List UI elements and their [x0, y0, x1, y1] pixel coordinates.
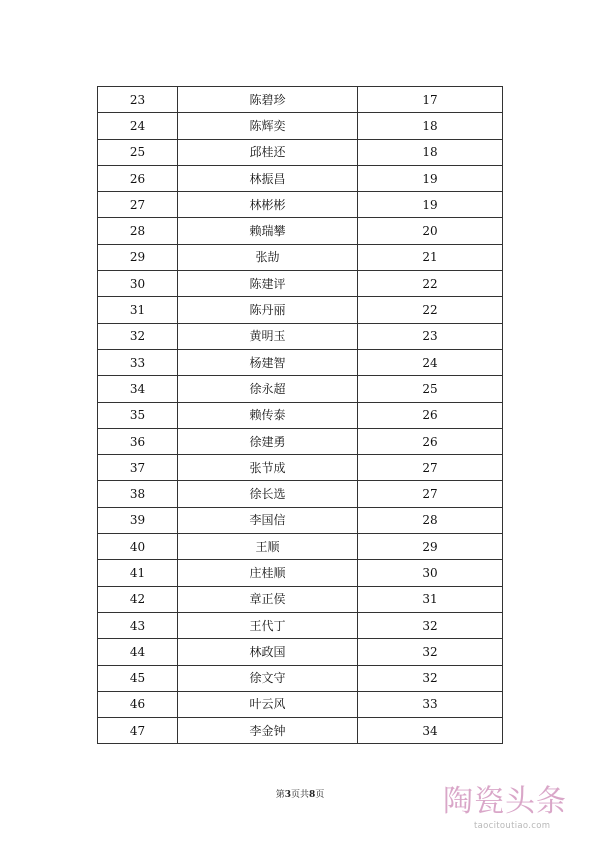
row-number-cell: 31 [98, 297, 178, 323]
table-row [98, 639, 503, 665]
group-number-cell: 17 [358, 87, 503, 113]
table-row [98, 534, 503, 560]
table-row [98, 139, 503, 165]
footer-current-page: 3 [284, 790, 291, 800]
table-row [98, 507, 503, 533]
row-number-cell: 29 [98, 244, 178, 270]
group-number-cell: 22 [358, 297, 503, 323]
table-row [98, 218, 503, 244]
table-row [98, 192, 503, 218]
row-number-cell: 23 [98, 87, 178, 113]
table-row [98, 323, 503, 349]
row-number-cell: 46 [98, 691, 178, 717]
group-number-cell: 23 [358, 323, 503, 349]
name-cell: 张节成 [178, 455, 358, 481]
group-number-cell: 20 [358, 218, 503, 244]
table-row [98, 271, 503, 297]
name-cell: 赖瑞攀 [178, 218, 358, 244]
name-cell: 杨建智 [178, 349, 358, 375]
row-number-cell: 36 [98, 428, 178, 454]
row-number-cell: 42 [98, 586, 178, 612]
group-number-cell: 19 [358, 192, 503, 218]
name-cell: 章正侯 [178, 586, 358, 612]
row-number-cell: 38 [98, 481, 178, 507]
name-cell: 陈建评 [178, 271, 358, 297]
table-row [98, 297, 503, 323]
row-number-cell: 43 [98, 612, 178, 638]
table-row [98, 691, 503, 717]
group-number-cell: 22 [358, 271, 503, 297]
row-number-cell: 45 [98, 665, 178, 691]
group-number-cell: 29 [358, 534, 503, 560]
footer-middle: 页共 [290, 790, 309, 800]
name-cell: 陈碧珍 [178, 87, 358, 113]
row-number-cell: 40 [98, 534, 178, 560]
row-number-cell: 24 [98, 113, 178, 139]
name-cell: 邱桂还 [178, 139, 358, 165]
name-cell: 叶云风 [178, 691, 358, 717]
table-row [98, 718, 503, 744]
table-row [98, 481, 503, 507]
table-row [98, 376, 503, 402]
group-number-cell: 25 [358, 376, 503, 402]
group-number-cell: 26 [358, 428, 503, 454]
row-number-cell: 35 [98, 402, 178, 428]
name-cell: 王顺 [178, 534, 358, 560]
name-cell: 赖传泰 [178, 402, 358, 428]
row-number-cell: 28 [98, 218, 178, 244]
name-cell: 李国信 [178, 507, 358, 533]
name-cell: 徐永超 [178, 376, 358, 402]
table-row [98, 402, 503, 428]
table-row [98, 165, 503, 191]
footer-total-pages: 8 [309, 790, 316, 800]
group-number-cell: 18 [358, 113, 503, 139]
row-number-cell: 27 [98, 192, 178, 218]
row-number-cell: 30 [98, 271, 178, 297]
group-number-cell: 32 [358, 665, 503, 691]
table-row [98, 349, 503, 375]
row-number-cell: 37 [98, 455, 178, 481]
watermark-brand: 陶瓷头条 [443, 784, 567, 819]
name-cell: 徐长选 [178, 481, 358, 507]
name-cell: 徐建勇 [178, 428, 358, 454]
name-cell: 徐文守 [178, 665, 358, 691]
group-number-cell: 27 [358, 455, 503, 481]
footer-prefix: 第 [275, 790, 285, 800]
group-number-cell: 32 [358, 639, 503, 665]
row-number-cell: 47 [98, 718, 178, 744]
row-number-cell: 26 [98, 165, 178, 191]
row-number-cell: 34 [98, 376, 178, 402]
name-cell: 李金钟 [178, 718, 358, 744]
group-number-cell: 18 [358, 139, 503, 165]
name-cell: 庄桂顺 [178, 560, 358, 586]
group-number-cell: 27 [358, 481, 503, 507]
row-number-cell: 39 [98, 507, 178, 533]
row-number-cell: 41 [98, 560, 178, 586]
watermark-url: taocitoutiao.com [474, 821, 551, 831]
table-row [98, 665, 503, 691]
group-number-cell: 19 [358, 165, 503, 191]
name-cell: 林彬彬 [178, 192, 358, 218]
roster-table-body [98, 87, 503, 744]
table-row [98, 244, 503, 270]
table-row [98, 428, 503, 454]
table-row [98, 560, 503, 586]
name-cell: 王代丁 [178, 612, 358, 638]
name-cell: 张劼 [178, 244, 358, 270]
group-number-cell: 21 [358, 244, 503, 270]
table-row [98, 586, 503, 612]
name-cell: 陈辉奕 [178, 113, 358, 139]
row-number-cell: 33 [98, 349, 178, 375]
name-cell: 林政国 [178, 639, 358, 665]
group-number-cell: 32 [358, 612, 503, 638]
watermark-logo [440, 786, 590, 836]
name-cell: 陈丹丽 [178, 297, 358, 323]
name-cell: 黄明玉 [178, 323, 358, 349]
row-number-cell: 44 [98, 639, 178, 665]
group-number-cell: 31 [358, 586, 503, 612]
group-number-cell: 30 [358, 560, 503, 586]
name-cell: 林振昌 [178, 165, 358, 191]
footer-suffix: 页 [315, 790, 325, 800]
group-number-cell: 26 [358, 402, 503, 428]
table-row [98, 87, 503, 113]
roster-table [97, 86, 503, 744]
group-number-cell: 34 [358, 718, 503, 744]
row-number-cell: 25 [98, 139, 178, 165]
table-row [98, 455, 503, 481]
group-number-cell: 24 [358, 349, 503, 375]
table-row [98, 612, 503, 638]
group-number-cell: 28 [358, 507, 503, 533]
group-number-cell: 33 [358, 691, 503, 717]
row-number-cell: 32 [98, 323, 178, 349]
table-row [98, 113, 503, 139]
